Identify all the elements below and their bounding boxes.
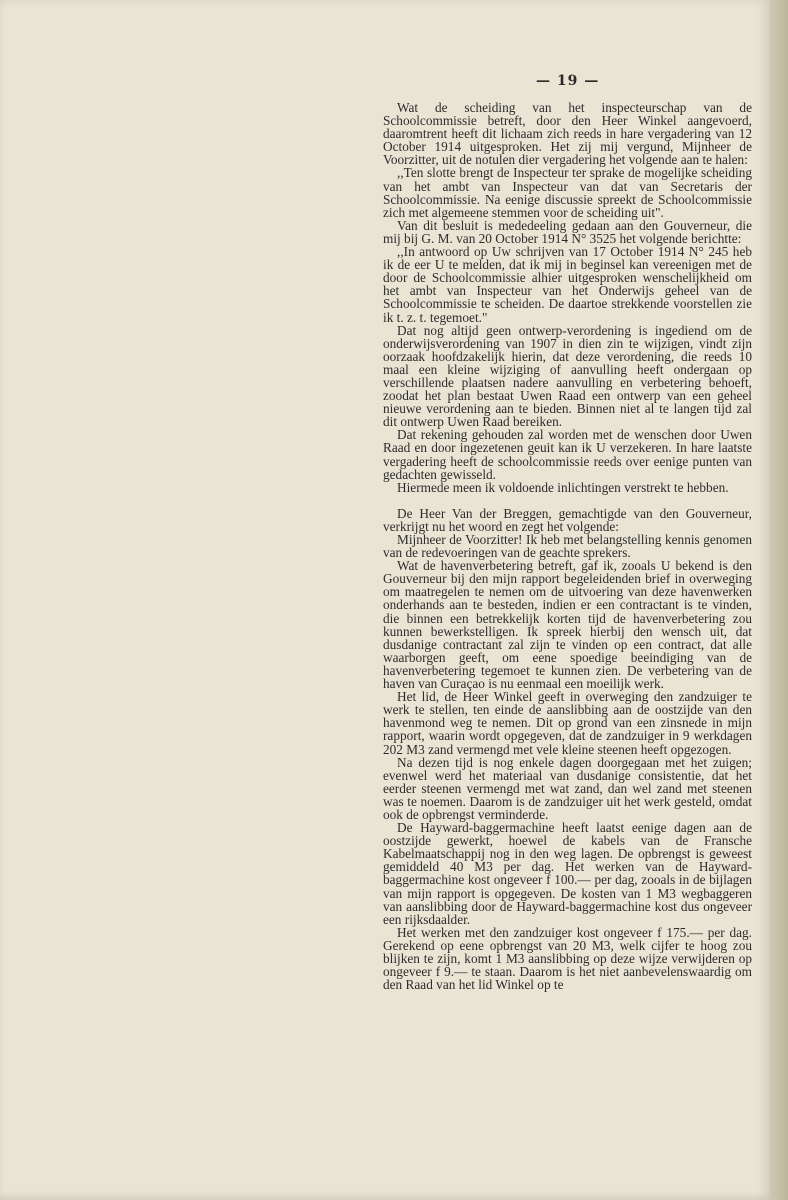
paragraph: Van dit besluit is mededeeling gedaan aan den Gouverneur, die mij bij G. M. van 20 October 1914 N° 3525 het volgende berichtte: (383, 217, 752, 246)
paragraph: ,,In antwoord op Uw schrijven van 17 October 1914 N° 245 heb ik de eer U te melden, dat ik mij in beginsel kan vereenigen met de door de Schoolcommissie alhier uitgesproken wenschelijkheid om het ambt van Inspecteur van het Onderwijs geheel van de Schoolcommissie te scheiden. De daartoe strekkende voorstellen zie ik t. z. t. tegemoet." (383, 244, 752, 325)
body-text (383, 101, 752, 991)
paragraph: De Hayward-baggermachine heeft laatst eenige dagen aan de oostzijde gewerkt, hoewel de kabels van de Fransche Kabelmaatschappij nog in den weg lagen. De opbrengst is geweest gemiddeld 40 M3 per dag. Het werken van de Hayward-baggermachine kost ongeveer f 100.— per dag, zooals in de bijlagen van mijn rapport is opgegeven. De kosten van 1 M3 wegbaggeren van aanslibbing door de Hayward-baggermachine kost dus ongeveer een rijksdaalder. (383, 820, 752, 927)
page-number: — 19 — (536, 73, 600, 89)
paragraph: ,,Ten slotte brengt de Inspecteur ter sprake de mogelijke scheiding van het ambt van Inspecteur van dat van Secretaris der Schoolcommissie. Na eenige discussie spreekt de Schoolcommissie zich met algemeene stemmen voor de scheiding uit". (383, 165, 752, 220)
paragraph: Mijnheer de Voorzitter! Ik heb met belangstelling kennis genomen van de redevoeringen van de geachte sprekers. (383, 532, 752, 561)
paragraph: Wat de scheiding van het inspecteurschap van de Schoolcommissie betreft, door den Heer Winkel aangevoerd, daaromtrent heeft dit lichaam zich reeds in hare vergadering van 12 October 1914 uitgesproken. Het zij mij vergund, Mijnheer de Voorzitter, uit de notulen dier vergadering het volgende aan te halen: (383, 100, 752, 168)
page-edge (770, 0, 788, 1200)
paragraph: Wat de havenverbetering betreft, gaf ik, zooals U bekend is den Gouverneur bij den mijn rapport begeleidenden brief in overweging om maatregelen te nemen om de uitvoering van deze havenwerken onderhands aan te besteden, indien er een contractant is te vinden, die binnen een betrekkelijk korten tijd de havenverbetering zou kunnen bewerkstelligen. Ik spreek hierbij den wensch uit, dat dusdanige contractant zal zijn te vinden op een contract, dat alle waarborgen geeft, om eene spoedige beeindiging van de havenverbetering tegemoet te kunnen zien. De verbetering van de haven van Curaçao is nu eenmaal een moeilijk werk. (383, 558, 752, 692)
paragraph: Het werken met den zandzuiger kost ongeveer f 175.— per dag. Gerekend op eene opbrengst van 20 M3, welk cijfer te hoog zou blijken te zijn, komt 1 M3 aanslibbing op deze wijze verwijderen op ongeveer f 9.— te staan. Daarom is het niet aanbevelenswaardig om den Raad van het lid Winkel op te (383, 924, 752, 993)
paragraph-speaker-intro: De Heer Van der Breggen, gemachtigde van den Gouverneur, verkrijgt nu het woord en zegt het volgende: (383, 505, 752, 534)
paragraph: Hiermede meen ik voldoende inlichtingen verstrekt te hebben. (397, 479, 729, 495)
paragraph: Het lid, de Heer Winkel geeft in overweging den zandzuiger te werk te stellen, ten einde de aanslibbing aan de oostzijde van den havenmond weg te nemen. Dit op grond van een zinsnede in mijn rapport, waarin wordt opgegeven, dat de zandzuiger in 9 werkdagen 202 M3 zand vermengd met vele kleine steenen heeft opgezogen. (383, 689, 752, 757)
paragraph: Dat rekening gehouden zal worden met de wenschen door Uwen Raad en door ingezetenen geuit kan ik U verzekeren. In hare laatste vergadering heeft de schoolcommissie reeds over eenige punten van gedachten gewisseld. (383, 427, 752, 482)
paragraph: Na dezen tijd is nog enkele dagen doorgegaan met het zuigen; evenwel werd het materiaal van dusdanige consistentie, dat het eerder steenen vermengd met wat zand, dan wel zand met steenen was te noemen. Daarom is de zandzuiger uit het werk gesteld, omdat ook de opbrengst verminderde. (383, 754, 752, 822)
paragraph: Dat nog altijd geen ontwerp-verordening is ingediend om de onderwijsverordening van 1907 in dien zin te wijzigen, vindt zijn oorzaak hoofdzakelijk hierin, dat deze verordening, die reeds 10 maal een kleine wijziging of aanvulling heeft ondergaan op verschillende plaatsen nadere aanvulling en verbetering behoeft, zoodat het plan bestaat Uwen Raad een ontwerp van een geheel nieuwe verordening aan te bieden. Binnen niet al te langen tijd zal dit ontwerp Uwen Raad bereiken. (383, 322, 752, 430)
